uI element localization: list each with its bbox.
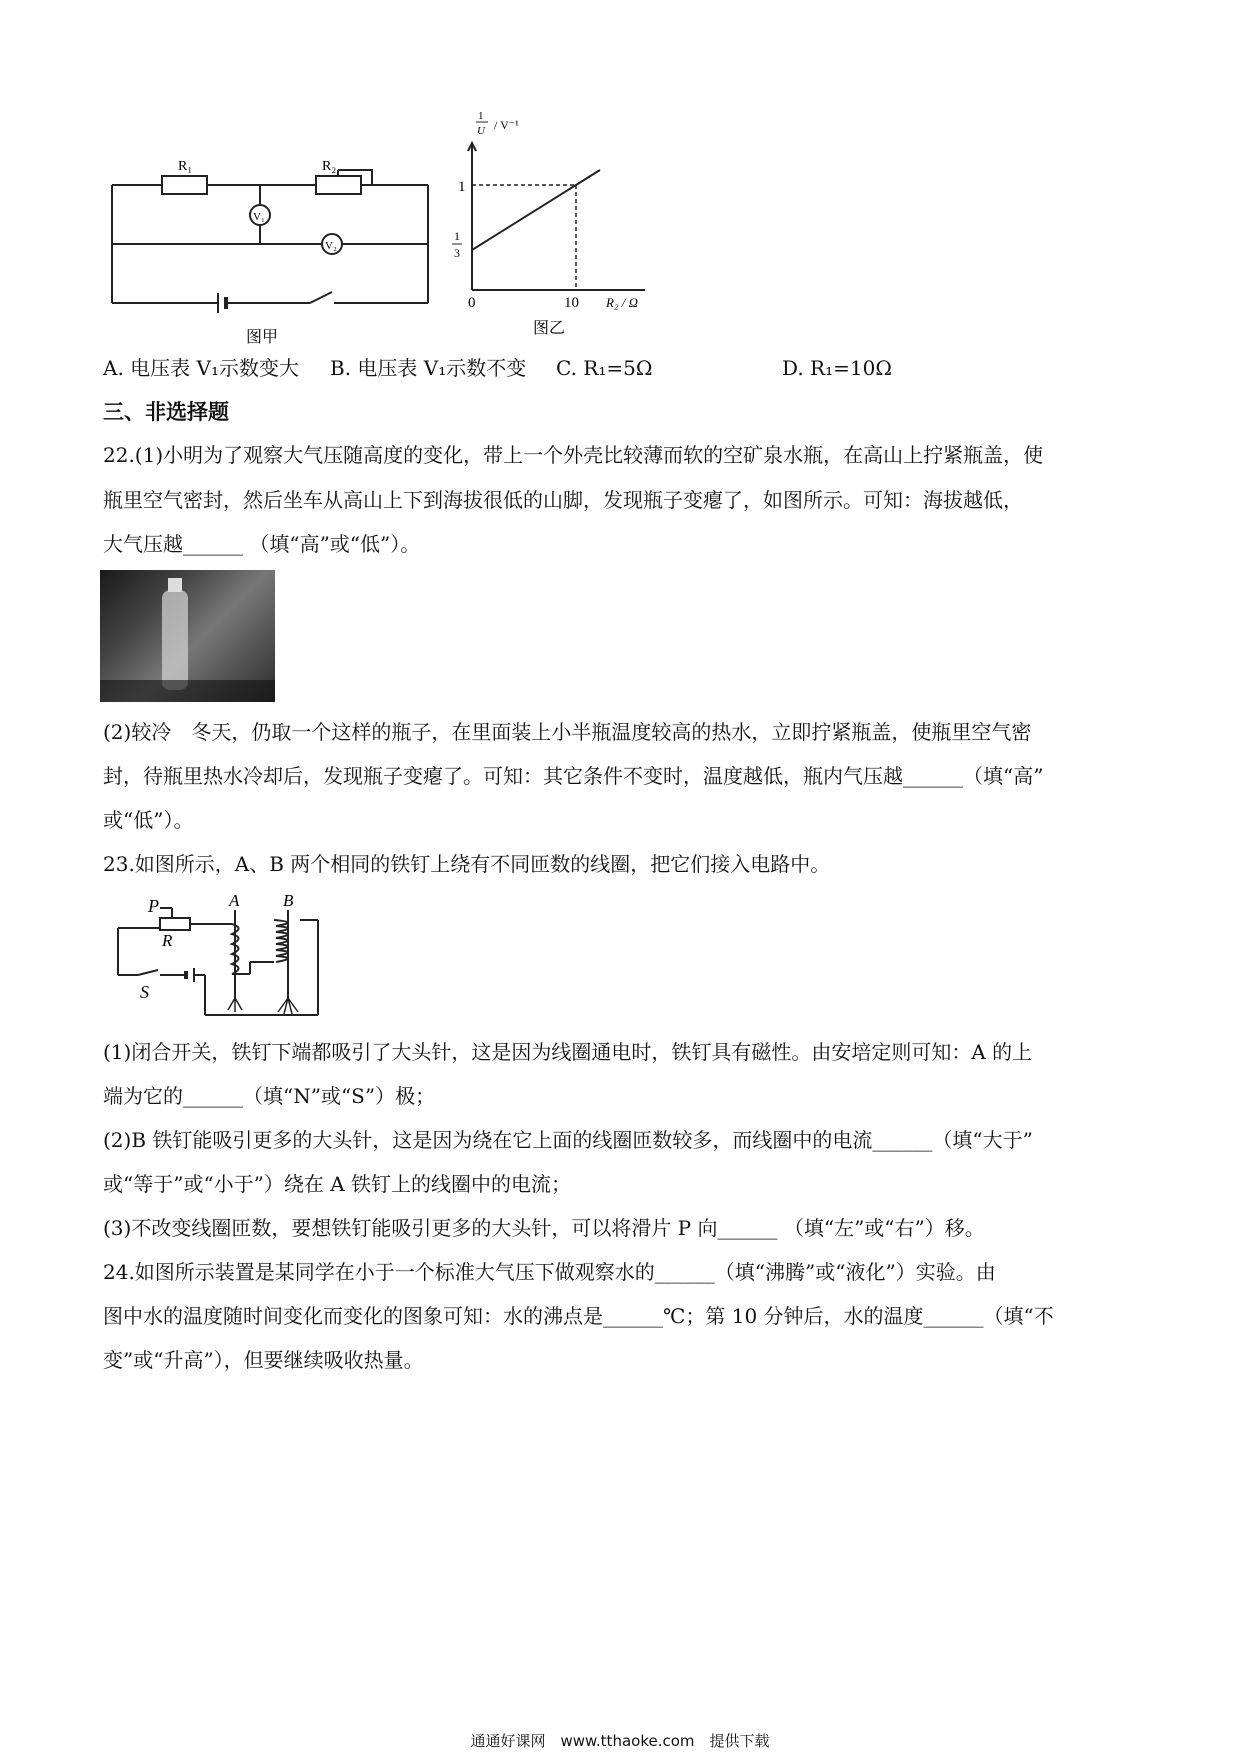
- y-tick-third-den: 3: [454, 246, 460, 260]
- caption-jia: 图甲: [246, 329, 279, 346]
- y-tick-1: 1: [458, 179, 466, 195]
- x-tick-10: 10: [564, 295, 579, 311]
- label-r1: R₁: [178, 159, 193, 174]
- label-b: B: [283, 891, 294, 910]
- option-c: C. R₁=5Ω: [556, 356, 653, 380]
- label-v2: V₂: [325, 240, 337, 252]
- q24-line2: 图中水的温度随时间变化而变化的图象可知：水的沸点是______℃；第 10 分钟后，水的温度______（填“不: [103, 1304, 1054, 1328]
- electromagnet-circuit: [110, 890, 330, 1025]
- q23-p2-line1: (2)B 铁钉能吸引更多的大头针，这是因为绕在它上面的线圈匝数较多，而线圈中的电流______（填“大于”: [103, 1128, 1033, 1152]
- y-axis-unit: / V⁻¹: [494, 118, 519, 132]
- q23-p3-line1: (3)不改变线圈匝数，要想铁钉能吸引更多的大头针，可以将滑片 P 向______ （填“左”或“右”）移。: [103, 1216, 985, 1240]
- label-a: A: [229, 891, 240, 910]
- y-axis-den: U: [477, 125, 485, 137]
- q22-p2-line1: (2)较冷 冬天，仍取一个这样的瓶子，在里面装上小半瓶温度较高的热水，立即拧紧瓶盖，使瓶里空气密: [103, 720, 1032, 744]
- q23-intro: 23.如图所示，A、B 两个相同的铁钉上绕有不同匝数的线圈，把它们接入电路中。: [103, 852, 831, 876]
- q22-line1: 22.(1)小明为了观察大气压随高度的变化，带上一个外壳比较薄而软的空矿泉水瓶，在高山上拧紧瓶盖，使: [103, 443, 1044, 467]
- y-axis-num: 1: [478, 110, 484, 122]
- label-s: S: [140, 982, 149, 1002]
- option-a: A. 电压表 V₁示数变大: [103, 356, 299, 380]
- origin-label: 0: [468, 295, 476, 311]
- q24-line3: 变”或“升高”），但要继续吸收热量。: [103, 1348, 424, 1372]
- option-d: D. R₁=10Ω: [782, 356, 892, 380]
- footer-source: 通通好课网 www.tthaoke.com 提供下载: [470, 1732, 770, 1750]
- q22-p2-line3: 或“低”）。: [103, 808, 194, 832]
- bottle-photo: [100, 570, 275, 702]
- x-axis-label: R₂ / Ω: [606, 295, 638, 310]
- graph-yi: [440, 105, 660, 345]
- q22-p2-line2: 封，待瓶里热水冷却后，发现瓶子变瘪了。可知：其它条件不变时，温度越低，瓶内气压越______（填“高”: [103, 764, 1044, 788]
- q22-line3: 大气压越______ （填“高”或“低”）。: [103, 532, 421, 556]
- caption-yi: 图乙: [533, 320, 566, 337]
- section-title: 三、非选择题: [103, 400, 229, 424]
- label-r2: R₂: [322, 159, 337, 174]
- circuit-diagram-jia: [110, 150, 440, 350]
- q22-line2: 瓶里空气密封，然后坐车从高山上下到海拔很低的山脚，发现瓶子变瘪了，如图所示。可知：海拔越低，: [103, 488, 1023, 512]
- q24-line1: 24.如图所示装置是某同学在小于一个标准大气压下做观察水的______（填“沸腾”或“液化”）实验。由: [103, 1260, 996, 1284]
- q23-p2-line2: 或“等于”或“小于”）绕在 A 铁钉上的线圈中的电流；: [103, 1172, 572, 1196]
- q23-p1-line1: (1)闭合开关，铁钉下端都吸引了大头针，这是因为线圈通电时，铁钉具有磁性。由安培定则可知：A 的上: [103, 1040, 1033, 1064]
- label-v1: V₁: [253, 211, 265, 223]
- data-line: [472, 170, 600, 250]
- option-b: B. 电压表 V₁示数不变: [330, 356, 527, 380]
- q23-p1-line2: 端为它的______（填“N”或“S”）极；: [103, 1084, 436, 1108]
- y-tick-third-num: 1: [454, 229, 460, 243]
- label-r: R: [162, 931, 173, 950]
- label-p: P: [148, 896, 159, 916]
